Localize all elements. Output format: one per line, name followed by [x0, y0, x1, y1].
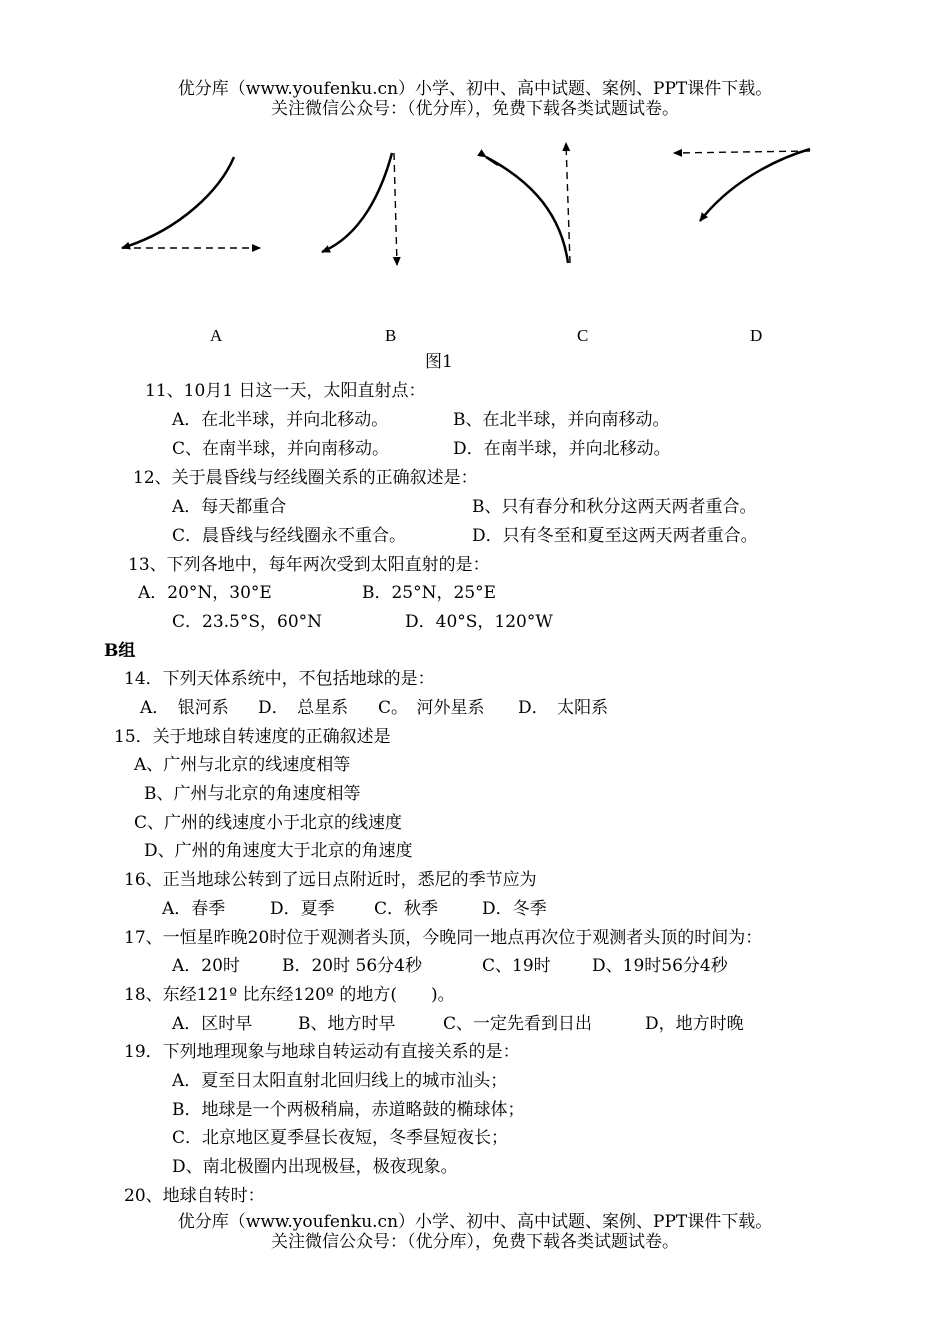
q14-option-b: D． 总星系: [258, 698, 349, 718]
header-line-2: 关注微信公众号：（优分库），免费下载各类试题试卷。: [271, 99, 679, 119]
q19-stem: 19．下列地理现象与地球自转运动有直接关系的是：: [124, 1042, 520, 1062]
group-b-heading: B组: [104, 641, 136, 661]
q11-stem: 11、10月1 日这一天，太阳直射点：: [145, 381, 426, 401]
q16-option-d: D．冬季: [482, 899, 547, 919]
figure-label-b: B: [385, 326, 397, 345]
diagram-c: [486, 143, 570, 263]
q13-option-b: B．25°N，25°E: [362, 583, 497, 603]
q18-option-b: B、地方时早: [298, 1014, 396, 1034]
q19-option-d: D、南北极圈内出现极昼，极夜现象。: [172, 1157, 458, 1177]
q19-option-b: B．地球是一个两极稍扁，赤道略鼓的椭球体；: [172, 1100, 525, 1120]
q19-option-a: A．夏至日太阳直射北回归线上的城市汕头；: [172, 1071, 508, 1091]
q17-option-d: D、19时56分4秒: [592, 956, 728, 976]
q18-stem: 18、东经121º 比东经120º 的地方( )。: [124, 985, 455, 1005]
q15-option-d: D、广州的角速度大于北京的角速度: [144, 841, 413, 861]
q15-option-b: B、广州与北京的角速度相等: [144, 784, 361, 804]
q18-option-c: C、一定先看到日出: [443, 1014, 593, 1034]
q15-stem: 15．关于地球自转速度的正确叙述是: [114, 727, 391, 747]
diagram-d: [674, 149, 810, 221]
q12-option-a: A．每天都重合: [172, 497, 287, 517]
q12-option-b: B、只有春分和秋分这两天两者重合。: [472, 497, 757, 517]
q14-option-a: A． 银河系: [140, 698, 229, 718]
q16-option-c: C．秋季: [374, 899, 439, 919]
q18-option-d: D，地方时晚: [645, 1014, 744, 1034]
q13-option-c: C．23.5°S，60°N: [172, 612, 323, 632]
q16-option-b: D．夏季: [270, 899, 335, 919]
q12-option-d: D．只有冬至和夏至这两天两者重合。: [472, 526, 758, 546]
q15-option-c: C、广州的线速度小于北京的线速度: [134, 813, 403, 833]
diagram-a: [122, 157, 260, 248]
q11-option-d: D．在南半球，并向北移动。: [453, 439, 671, 459]
figure-label-a: A: [210, 326, 223, 345]
q16-option-a: A．春季: [162, 899, 226, 919]
q13-option-a: A．20°N，30°E: [138, 583, 272, 603]
q13-stem: 13、下列各地中，每年两次受到太阳直射的是：: [128, 555, 490, 575]
q11-option-c: C、在南半球，并向南移动。: [172, 439, 390, 459]
footer-line-1: 优分库（www.youfenku.cn）小学、初中、高中试题、案例、PPT课件下载。: [177, 1212, 773, 1232]
q12-option-c: C．晨昏线与经线圈永不重合。: [172, 526, 407, 546]
q17-option-a: A．20时: [172, 956, 240, 976]
q17-option-b: B．20时 56分4秒: [282, 956, 422, 976]
figure-label-c: C: [577, 326, 589, 345]
footer-line-2: 关注微信公众号：（优分库），免费下载各类试题试卷。: [271, 1232, 679, 1252]
q11-option-b: B、在北半球，并向南移动。: [453, 410, 670, 430]
figure-label-d: D: [750, 326, 763, 345]
q18-option-a: A．区时早: [172, 1014, 253, 1034]
header-line-1: 优分库（www.youfenku.cn）小学、初中、高中试题、案例、PPT课件下载。: [177, 79, 773, 99]
figure-caption: 图1: [425, 352, 453, 372]
q19-option-c: C．北京地区夏季昼长夜短，冬季昼短夜长；: [172, 1128, 509, 1148]
q15-option-a: A、广州与北京的线速度相等: [134, 755, 351, 775]
q16-stem: 16、正当地球公转到了远日点附近时，悉尼的季节应为: [124, 870, 537, 890]
q14-option-c: C。 河外星系: [378, 698, 485, 718]
q14-stem: 14．下列天体系统中，不包括地球的是：: [124, 669, 435, 689]
q13-option-d: D．40°S，120°W: [405, 612, 553, 632]
q17-stem: 17、一恒星昨晚20时位于观测者头顶，今晚同一地点再次位于观测者头顶的时间为：: [124, 928, 763, 948]
figure-1-diagram: [100, 135, 860, 335]
q12-stem: 12、关于晨昏线与经线圈关系的正确叙述是：: [133, 468, 478, 488]
q14-option-d: D． 太阳系: [518, 698, 609, 718]
q20-stem: 20、地球自转时：: [124, 1186, 265, 1206]
q17-option-c: C、19时: [482, 956, 551, 976]
diagram-b: [322, 153, 397, 265]
q11-option-a: A．在北半球，并向北移动。: [172, 410, 389, 430]
